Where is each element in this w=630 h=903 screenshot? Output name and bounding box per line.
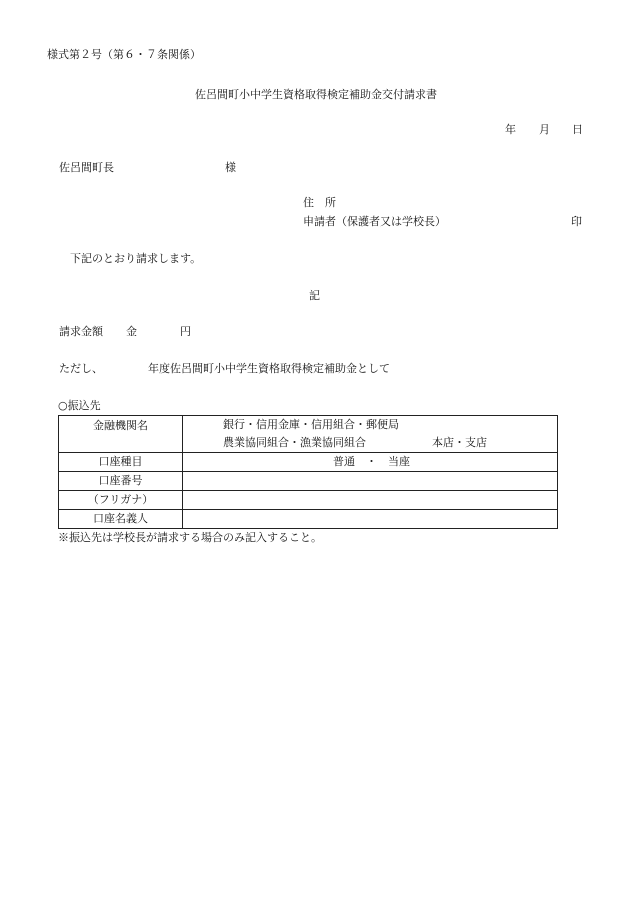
amount-label: 請求金額 [59, 325, 103, 338]
address-label: 住 所 [303, 196, 336, 209]
seal-mark: 印 [571, 215, 582, 228]
bank-row-furigana [59, 491, 558, 510]
amount-yen: 円 [180, 325, 191, 338]
account-number-value [183, 472, 558, 491]
intro-text: 下記のとおり請求します。 [70, 252, 202, 265]
institution-label: 金融機関名 [59, 416, 183, 453]
account-type-options: 普通 ・ 当座 [333, 455, 410, 468]
proviso-prefix: ただし、 [59, 362, 103, 375]
furigana-value [183, 491, 558, 510]
account-type-value [183, 453, 558, 472]
proviso-text: 年度佐呂間町小中学生資格取得検定補助金として [148, 362, 390, 375]
page-title: 佐呂間町小中学生資格取得検定補助金交付請求書 [195, 88, 437, 101]
amount-kin: 金 [126, 325, 137, 338]
institution-line2: 農業協同組合・漁業協同組合 [223, 436, 366, 449]
account-type-label: 口座種目 [59, 453, 183, 472]
form-number: 様式第２号（第６・７条関係） [47, 48, 201, 61]
date-year: 年 [505, 123, 516, 136]
account-number-label: 口座番号 [59, 472, 183, 491]
bank-row-account-type [59, 453, 558, 472]
date-month: 月 [539, 123, 550, 136]
bank-table [58, 415, 558, 529]
addressee-name: 佐呂間町長 [59, 161, 114, 174]
ki-heading: 記 [309, 289, 320, 302]
institution-value [183, 416, 558, 453]
institution-branch: 本店・支店 [432, 436, 487, 449]
bank-note: ※振込先は学校長が請求する場合のみ記入すること。 [58, 531, 322, 544]
bank-row-account-holder [59, 510, 558, 529]
date-day: 日 [572, 123, 583, 136]
bank-row-account-number [59, 472, 558, 491]
account-holder-value [183, 510, 558, 529]
applicant-label: 申請者（保護者又は学校長） [303, 215, 446, 228]
bank-section-title: ○振込先 [58, 399, 101, 412]
institution-line1: 銀行・信用金庫・信用組合・郵便局 [223, 418, 399, 431]
furigana-label: （フリガナ） [59, 491, 183, 510]
bank-row-institution [59, 416, 558, 453]
addressee-honorific: 様 [225, 161, 236, 174]
account-holder-label: 口座名義人 [59, 510, 183, 529]
